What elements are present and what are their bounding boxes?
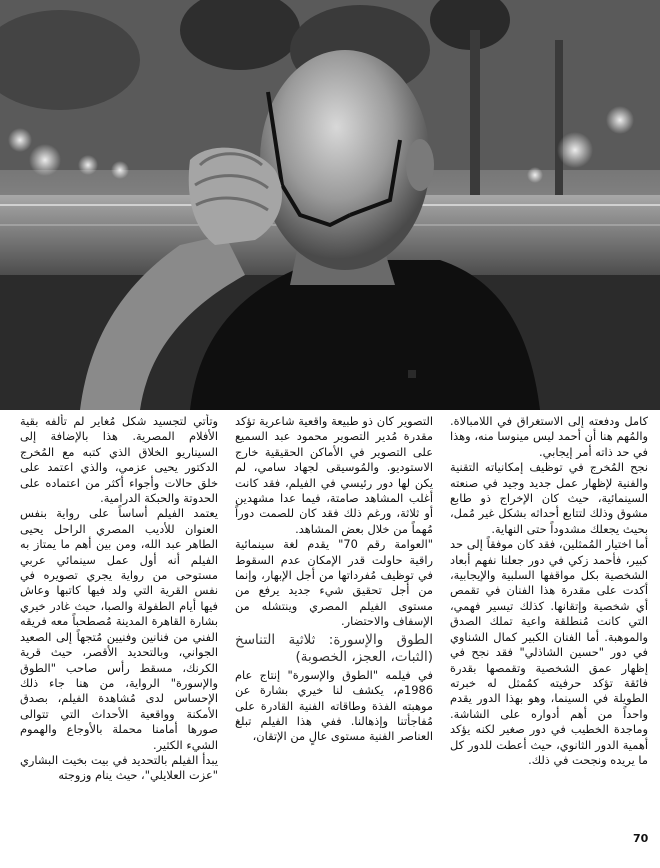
page-number: 70	[633, 832, 649, 845]
article-column-left	[20, 414, 218, 826]
paragraph: يعتمد الفيلم أساساً على رواية بنفس العنوان للأديب المصري الراحل يحيى الطاهر عبد الله، ومن بين أهم ما يمتاز به الفيلم أنه أول عمل سينمائي عربي مستوحى من رواية يجري تصويره في نفس القرية التي ولد فيها كاتبها وعاش فيها أيام الطفولة والصبا، حيث غادر خيري بشارة القاهرة المدينة مُصطحباً معه فريقه الفني من فنانين وفنيين مُتجهاً إلى الصعيد الجواني، وبالتحديد الأقصر، حيث قرية الكرنك، مسقط رأس صاحب "الطوق والإسورة" الرواية، من هنا جاء ذلك الإحساس لدى مُشاهدة الفيلم، بصدق الأمكنة وواقعية الأحداث التي تتوالى صورها أمامنا محملة بالأوجاع والهموم الشيء الكثير.	[20, 506, 218, 752]
paragraph: وتأتي لتجسيد شكل مُغاير لم تألفه بقية الأفلام المصرية. هذا بالإضافة إلى السيناريو الخلاق الذي كتبه مع المُخرج الدكتور يحيى عزمي، والذي اعتمد على خلق حالات وأجواء أكثر من اعتماده على الحدوتة والحبكة الدرامية.	[20, 414, 218, 506]
paragraph: نجح المُخرج في توظيف إمكانياته التقنية والفنية لإظهار عمل جديد وجيد في صنعته السينمائية، حيث كان الإخراج ذو طابع مشوق وذلك لتتابع أحداثه بشكل غير مُمل، بحيث يجعلك مشدوداً حتى النهاية.	[450, 460, 648, 536]
article-column-right	[450, 414, 648, 826]
paragraph: أما اختيار المُمثلين، فقد كان موفقاً إلى حد كبير، فأحمد زكي في دور جعلنا نفهم أبعاد الشخصية بكل مواقفها السلبية والإيجابية، أكدت على مقدرة هذا الفنان في تقمص أي شخصية وإتقانها. كذلك تيسير فهمي، التي كانت مُنطلقة واعية تملك الصدق والموهبة. أما الفنان الكبير كمال الشناوي في دور "حسين الشاذلي" فقد نجح في إظهار عمق الشخصية وتقمصها بقدرة فائقة تؤكد حرفيته كمُمثل له خبرته الطويلة في السينما، وهو بهذا الدور يقدم واحداً من أهم أدواره على الشاشة. وماجدة الخطيب في دور صغير لكنه يؤكد أهمية الدور الثانوي، حيث أعطت للدور كل ما يريده ونجحت في ذلك.	[450, 537, 648, 767]
paragraph: كامل ودفعته إلى الاستغراق في اللامبالاة. والمُهم هنا أن أحمد ليس مينوسا منه، وهذا في حد ذاته أمر إيجابي.	[450, 414, 648, 459]
article-column-middle	[235, 414, 433, 826]
section-heading: الطوق والإسورة: ثلاثية التناسخ (الثبات، العجز، الخصوبة)	[235, 631, 433, 665]
paragraph: التصوير كان ذو طبيعة واقعية شاعرية تؤكد مقدرة مُدير التصوير محمود عبد السميع على التصوير في الأماكن الحقيقية خارج الاستوديو. والمُوسيقى لجهاد سامي، لم يكن لها دور رئيسي في الفيلم، فقد كانت أغلب المشاهد صامتة، فيما عدا مشهدين أو ثلاثة، ورغم ذلك فقد كان للصمت دوراً مُهماً من خلال بعض المشاهد.	[235, 414, 433, 536]
portrait-photo-art	[0, 0, 660, 410]
paragraph: "العوامة رقم 70" يقدم لغة سينمائية راقية حاولت قدر الإمكان عدم السقوط في توظيف مُفرداتها من أجل الإبهار، وإنما من أجل تحقيق شيء جديد يرفع من مستوى الفيلم المصري وينتشله من الإسفاف والاحتضار.	[235, 537, 433, 629]
portrait-photo	[0, 0, 660, 410]
paragraph: يبدأ الفيلم بالتحديد في بيت بخيت البشاري "عزت العلايلي"، حيث ينام وزوجته	[20, 752, 218, 783]
paragraph: في فيلمه "الطوق والإسورة" إنتاج عام 1986م، يكشف لنا خيري بشارة عن موهبته الفذة وطاقاته الفنية القادرة على مُفاجأتنا وإذهالنا. ففي هذا الفيلم تبلغ العناصر الفنية مستوى عالٍ من الإتقان،	[235, 667, 433, 744]
article-columns	[20, 414, 648, 826]
